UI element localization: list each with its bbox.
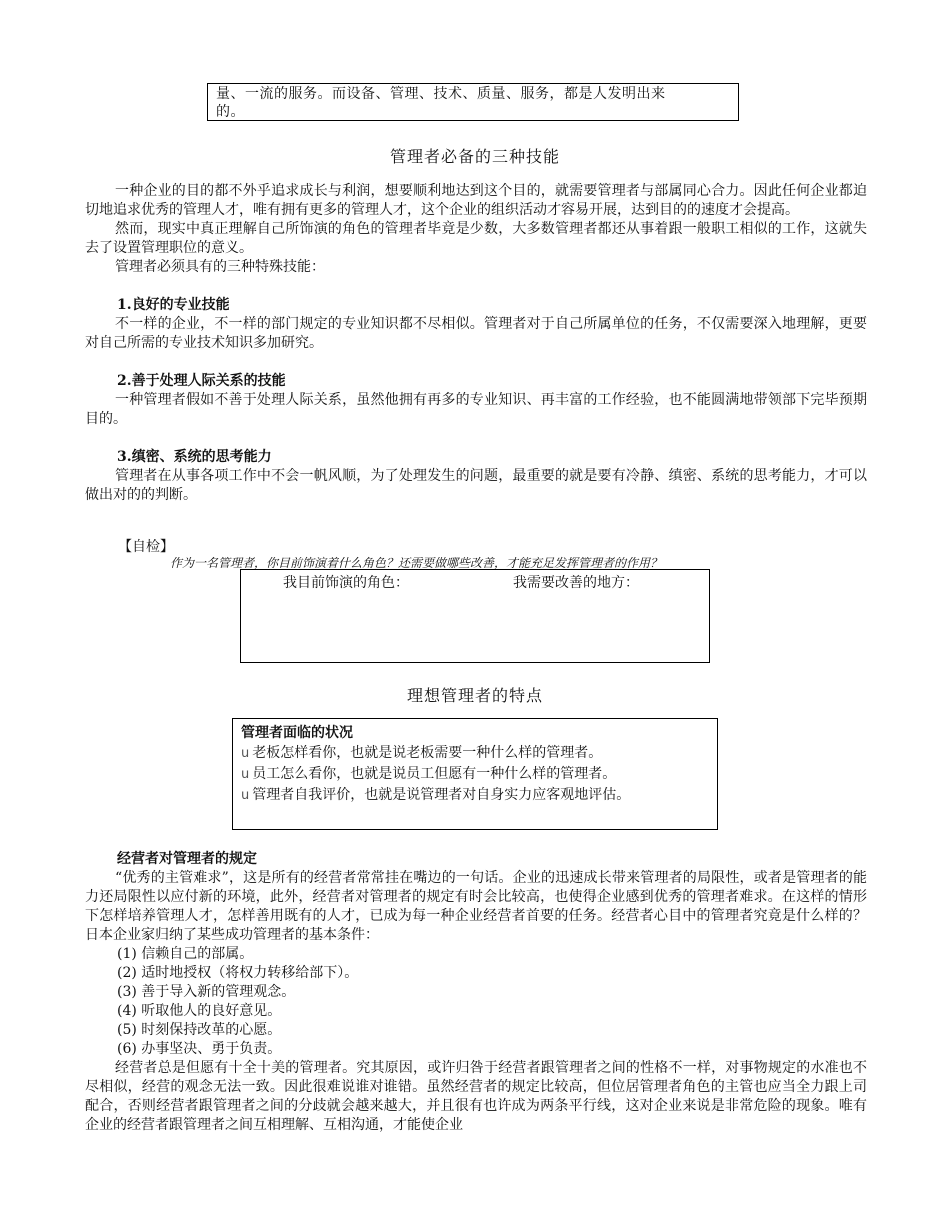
requirements-heading: 经营者对管理者的规定 bbox=[117, 851, 257, 867]
self-check-label: 【自检】 bbox=[118, 539, 174, 555]
self-check-box[interactable] bbox=[240, 569, 710, 663]
intro-paragraph-3: 管理者必须具有的三种特殊技能： bbox=[115, 259, 325, 275]
bullet-icon: u bbox=[241, 788, 250, 803]
continuation-box bbox=[207, 83, 739, 121]
conditions-list bbox=[85, 945, 867, 1059]
situation-text: 老板怎样看你，也就是说老板需要一种什么样的管理者。 bbox=[252, 745, 603, 761]
situation-box bbox=[232, 718, 718, 830]
situation-text: 管理者自我评价，也就是说管理者对自身实力应客观地评估。 bbox=[252, 787, 631, 803]
skill-text-2: 一种管理者假如不善于处理人际关系，虽然他拥有再多的专业知识、再丰富的工作经验，也不能圆满地带领部下完毕预期目的。 bbox=[85, 392, 867, 427]
section-title-skills: 管理者必备的三种技能 bbox=[389, 147, 560, 166]
skills-body bbox=[85, 182, 867, 505]
skill-heading-2: 2.善于处理人际关系的技能 bbox=[117, 373, 286, 389]
skill-text-1: 不一样的企业，不一样的部门规定的专业知识都不尽相似。管理者对于自己所属单位的任务，不仅需要深入地理解，更要对自己所需的专业技术知识多加研究。 bbox=[85, 316, 867, 351]
role-label: 我目前饰演的角色： bbox=[283, 575, 409, 591]
requirements-body bbox=[85, 850, 867, 1135]
requirements-paragraph-2: 经营者总是但愿有十全十美的管理者。究其原因，或许归咎于经营者跟管理者之间的性格不一样，对事物规定的水准也不尽相似，经营的观念无法一致。因此很难说谁对谁错。虽然经营者的规定比较高，但位居管理者角色的主管也应当全力跟上司配合，否则经营者跟管理者之间的分歧就会越来越大，并且很有也许成为两条平行线，这对企业来说是非常危险的现象。唯有企业的经营者跟管理者之间互相理解、互相沟通，才能使企业 bbox=[85, 1060, 867, 1133]
situation-item bbox=[241, 743, 709, 764]
list-item: (4) 听取他人的良好意见。 bbox=[117, 1003, 282, 1019]
requirements-paragraph-1: “优秀的主管难求”，这是所有的经营者常常挂在嘴边的一句话。企业的迅速成长带来管理者的局限性，或者是管理者的能力还局限性以应付新的环境，此外，经营者对管理者的规定有时会比较高，也使得企业感到优秀的管理者难求。在这样的情形下怎样培养管理人才，怎样善用既有的人才，已成为每一种企业经营者首要的任务。经营者心目中的管理者究竟是什么样的？日本企业家归纳了某些成功管理者的基本条件： bbox=[85, 870, 867, 943]
skill-heading-3: 3.缜密、系统的思考能力 bbox=[117, 449, 272, 465]
situation-item bbox=[241, 785, 709, 806]
situation-heading: 管理者面临的状况 bbox=[241, 725, 353, 741]
list-item: (5) 时刻保持改革的心愿。 bbox=[117, 1022, 282, 1038]
intro-paragraph-2: 然而，现实中真正理解自己所饰演的角色的管理者毕竟是少数，大多数管理者都还从事着跟一般职工相似的工作，这就失去了设置管理职位的意义。 bbox=[85, 221, 867, 256]
situation-text: 员工怎么看你，也就是说员工但愿有一种什么样的管理者。 bbox=[252, 766, 617, 782]
bullet-icon: u bbox=[241, 767, 250, 782]
skill-text-3: 管理者在从事各项工作中不会一帆风顺，为了处理发生的问题，最重要的就是要有冷静、缜密、系统的思考能力，才可以做出对的的判断。 bbox=[85, 468, 867, 503]
improve-label: 我需要改善的地方： bbox=[513, 575, 639, 591]
list-item: (6) 办事坚决、勇于负责。 bbox=[117, 1041, 282, 1057]
continuation-line-2: 的。 bbox=[216, 104, 245, 120]
intro-paragraph-1: 一种企业的目的都不外乎追求成长与利润，想要顺利地达到这个目的，就需要管理者与部属同心合力。因此任何企业都迫切地追求优秀的管理人才，唯有拥有更多的管理人才，这个企业的组织活动才容易开展，达到目的的速度才会提高。 bbox=[85, 183, 867, 218]
bullet-icon: u bbox=[241, 746, 250, 761]
situation-item bbox=[241, 764, 709, 785]
list-item: (2) 适时地授权（将权力转移给部下）。 bbox=[117, 965, 359, 981]
list-item: (3) 善于导入新的管理观念。 bbox=[117, 984, 296, 1000]
continuation-line-1: 量、一流的服务。而设备、管理、技术、质量、服务，都是人发明出来 bbox=[216, 86, 666, 102]
skill-heading-1: 1.良好的专业技能 bbox=[117, 297, 230, 313]
self-check-question: 作为一名管理者，你目前饰演着什么角色？还需要做哪些改善，才能充足发挥管理者的作用？ bbox=[170, 556, 663, 570]
list-item: (1) 信赖自己的部属。 bbox=[117, 946, 254, 962]
section-title-ideal: 理想管理者的特点 bbox=[406, 686, 543, 705]
